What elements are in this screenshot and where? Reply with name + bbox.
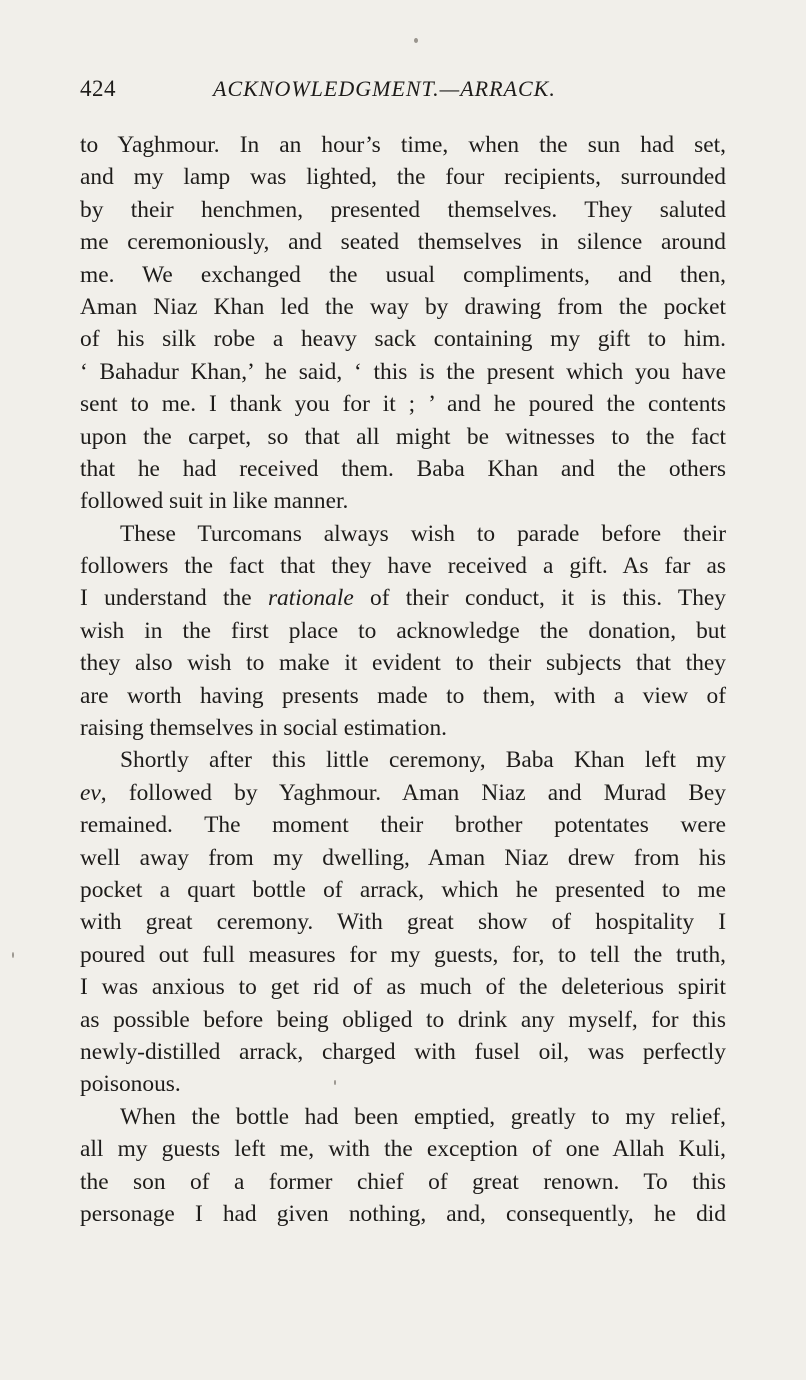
text-line: poisonous. xyxy=(80,1071,181,1098)
text-line: followers the fact that they have received a gift. As far as xyxy=(80,553,726,580)
text-fragment: of their conduct, it is this. They xyxy=(353,585,726,612)
text-line: poured out full measures for my guests, for, to tell the truth, xyxy=(80,941,726,968)
text-line: the son of a former chief of great renown. To this xyxy=(80,1168,726,1195)
text-line: remained. The moment their brother potentates were xyxy=(80,812,726,839)
running-head xyxy=(80,76,726,116)
text-line: me ceremoniously, and seated themselves in silence around xyxy=(80,229,726,256)
text-line: are worth having presents made to them, with a view of xyxy=(80,682,726,709)
text-line: newly-distilled arrack, charged with fusel oil, was perfectly xyxy=(80,1038,726,1065)
text-line: all my guests left me, with the exception of one Allah Kuli, xyxy=(80,1136,726,1163)
text-fragment: , followed by Yaghmour. Aman Niaz and Murad Bey xyxy=(100,779,726,806)
text-fragment: I understand the xyxy=(80,585,268,612)
paper-speck xyxy=(12,952,14,958)
text-line: sent to me. I thank you for it ; ’ and he poured the contents xyxy=(80,391,726,418)
text-line: pocket a quart bottle of arrack, which he presented to me xyxy=(80,876,726,903)
text-line: When the bottle had been emptied, greatly to my relief, xyxy=(120,1103,726,1130)
body-text xyxy=(80,129,726,1230)
text-line: followed suit in like manner. xyxy=(80,488,349,515)
text-line: well away from my dwelling, Aman Niaz drew from his xyxy=(80,844,726,871)
text-line xyxy=(80,582,726,614)
paper-speck xyxy=(414,38,418,43)
text-line: raising themselves in social estimation. xyxy=(80,715,448,742)
text-line: upon the carpet, so that all might be witnesses to the fact xyxy=(80,423,726,450)
text-line: with great ceremony. With great show of hospitality I xyxy=(80,909,726,936)
text-line: These Turcomans always wish to parade before their xyxy=(120,520,726,547)
running-title: ACKNOWLEDGMENT.—ARRACK. xyxy=(213,76,556,101)
text-line: personage I had given nothing, and, consequently, he did xyxy=(80,1200,726,1227)
text-line: me. We exchanged the usual compliments, and then, xyxy=(80,261,726,288)
text-line: I was anxious to get rid of as much of the deleterious spirit xyxy=(80,974,726,1001)
page-number: 424 xyxy=(80,76,116,101)
italic-word: ev xyxy=(80,779,101,806)
text-line: wish in the first place to acknowledge the donation, but xyxy=(80,617,726,644)
italic-word: rationale xyxy=(267,585,354,612)
text-line: Shortly after this little ceremony, Baba Khan left my xyxy=(120,747,726,774)
text-line: Aman Niaz Khan led the way by drawing from the pocket xyxy=(80,293,726,320)
text-line: and my lamp was lighted, the four recipients, surrounded xyxy=(80,164,726,191)
text-line: as possible before being obliged to drink any myself, for this xyxy=(80,1006,726,1033)
text-line: they also wish to make it evident to their subjects that they xyxy=(80,650,726,677)
text-line: of his silk robe a heavy sack containing my gift to him. xyxy=(80,326,726,353)
text-line: that he had received them. Baba Khan and the others xyxy=(80,455,726,482)
text-line: ‘ Bahadur Khan,’ he said, ‘ this is the present which you have xyxy=(80,358,726,385)
text-line: to Yaghmour. In an hour’s time, when the sun had set, xyxy=(80,132,726,158)
text-line: by their henchmen, presented themselves. They saluted xyxy=(80,196,726,223)
text-line xyxy=(80,777,726,809)
